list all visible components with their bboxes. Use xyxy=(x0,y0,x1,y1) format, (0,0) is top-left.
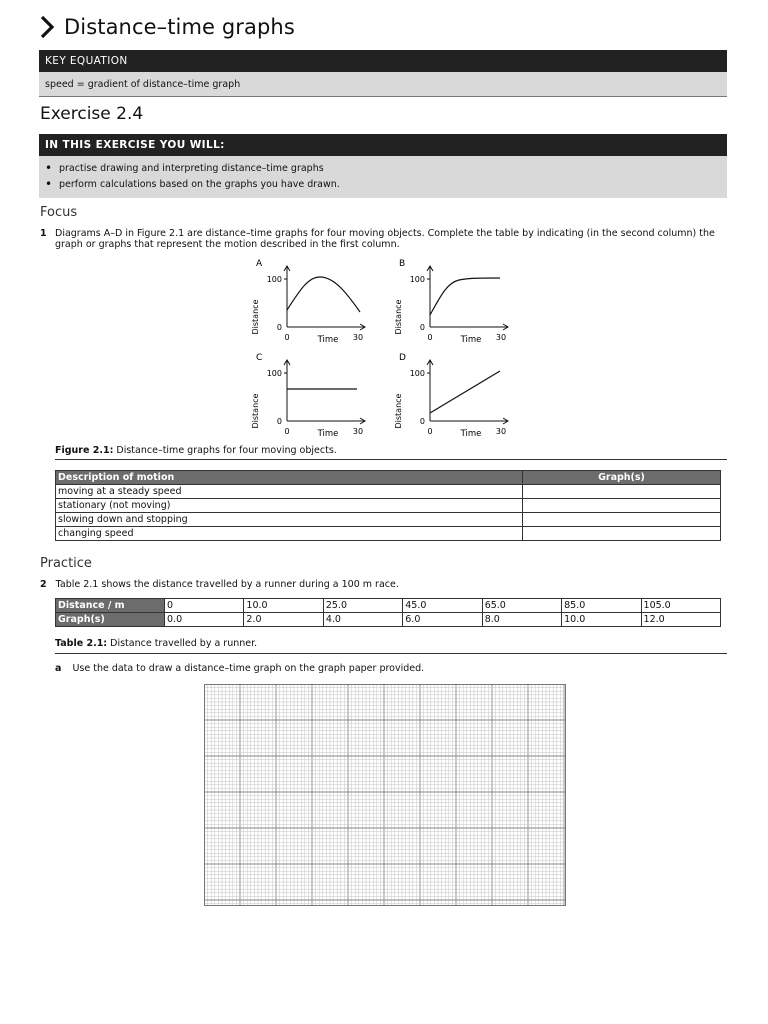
table-header-row xyxy=(56,471,721,485)
table-cell: 105.0 xyxy=(641,599,720,613)
x-tick-label: 0 xyxy=(284,427,290,436)
table-row xyxy=(56,527,721,541)
key-equation-text: speed = gradient of distance–time graph xyxy=(39,72,727,97)
question-text: Table 2.1 shows the distance travelled by a runner during a 100 m race. xyxy=(55,579,399,590)
x-tick-label: 30 xyxy=(352,333,364,342)
row-header: Graph(s) xyxy=(56,613,165,627)
divider xyxy=(55,459,727,460)
graph-c xyxy=(251,353,365,439)
table-row xyxy=(56,499,721,513)
exercise-objective: • perform calculations based on the graphs you have drawn. xyxy=(45,177,340,191)
part-label: a xyxy=(55,663,62,674)
question-number: 1 xyxy=(40,228,47,239)
table-row xyxy=(56,613,721,627)
graph-d xyxy=(394,353,508,439)
x-tick-label: 0 xyxy=(427,427,433,436)
page-title-text: Distance–time graphs xyxy=(64,15,295,39)
table-cell: 4.0 xyxy=(323,613,402,627)
table-cell: 0 xyxy=(165,599,244,613)
x-tick-label: 30 xyxy=(352,427,364,436)
y-tick-label: 0 xyxy=(419,417,425,426)
curve xyxy=(430,278,500,315)
table-row xyxy=(56,485,721,499)
page-title xyxy=(38,10,295,44)
graph-label: B xyxy=(399,259,406,269)
table-cell: 65.0 xyxy=(482,599,561,613)
question-2 xyxy=(40,579,399,590)
y-tick-label: 0 xyxy=(419,323,425,332)
y-axis-label: Distance xyxy=(394,393,403,429)
motion-description: stationary (not moving) xyxy=(56,499,523,513)
bullet-icon: • xyxy=(45,177,53,191)
row-header: Distance / m xyxy=(56,599,165,613)
table-cell: 12.0 xyxy=(641,613,720,627)
y-tick-label: 100 xyxy=(409,369,425,378)
part-text: Use the data to draw a distance–time graph on the graph paper provided. xyxy=(72,663,425,674)
graph-b xyxy=(394,259,508,345)
y-tick-label: 0 xyxy=(276,417,282,426)
table-cell: 10.0 xyxy=(562,613,641,627)
grid-lines xyxy=(204,684,566,906)
figure-2-1 xyxy=(240,255,530,440)
table-cell: 45.0 xyxy=(403,599,482,613)
motion-description: moving at a steady speed xyxy=(56,485,523,499)
x-axis-label: Time xyxy=(460,335,482,345)
motion-table xyxy=(55,470,721,541)
motion-description: changing speed xyxy=(56,527,523,541)
column-header: Description of motion xyxy=(56,471,523,485)
y-axis-label: Distance xyxy=(251,393,260,429)
bullet-icon: • xyxy=(45,161,53,175)
y-tick-label: 100 xyxy=(266,369,282,378)
x-axis-label: Time xyxy=(317,429,339,439)
graph-a xyxy=(251,259,365,345)
graph-paper[interactable] xyxy=(204,684,566,906)
column-header: Graph(s) xyxy=(523,471,721,485)
figure-caption: Figure 2.1: Distance–time graphs for four moving objects. xyxy=(55,445,337,456)
graph-answer-cell[interactable] xyxy=(523,485,721,499)
exercise-title: Exercise 2.4 xyxy=(40,104,144,124)
chevron-right-icon xyxy=(38,13,56,41)
table-row xyxy=(56,599,721,613)
y-tick-label: 100 xyxy=(409,275,425,284)
y-axis-label: Distance xyxy=(251,299,260,335)
x-tick-label: 0 xyxy=(284,333,290,342)
table-row xyxy=(56,513,721,527)
graph-label: D xyxy=(399,353,406,363)
table-cell: 6.0 xyxy=(403,613,482,627)
graph-answer-cell[interactable] xyxy=(523,527,721,541)
x-tick-label: 0 xyxy=(427,333,433,342)
table-cell: 0.0 xyxy=(165,613,244,627)
exercise-box-header: IN THIS EXERCISE YOU WILL: xyxy=(39,134,727,156)
divider xyxy=(55,653,727,654)
graph-answer-cell[interactable] xyxy=(523,513,721,527)
question-2a xyxy=(55,663,424,674)
curve xyxy=(287,277,360,312)
question-number: 2 xyxy=(40,579,47,590)
table-caption: Table 2.1: Distance travelled by a runner. xyxy=(55,638,258,649)
x-axis-label: Time xyxy=(460,429,482,439)
x-tick-label: 30 xyxy=(495,427,507,436)
table-cell: 25.0 xyxy=(323,599,402,613)
graph-answer-cell[interactable] xyxy=(523,499,721,513)
motion-description: slowing down and stopping xyxy=(56,513,523,527)
focus-heading: Focus xyxy=(40,205,78,220)
curve xyxy=(430,371,500,413)
x-tick-label: 30 xyxy=(495,333,507,342)
x-axis-label: Time xyxy=(317,335,339,345)
table-cell: 10.0 xyxy=(244,599,323,613)
exercise-objective: • practise drawing and interpreting distance–time graphs xyxy=(45,161,324,175)
graph-paper-border xyxy=(205,685,566,906)
y-axis-label: Distance xyxy=(394,299,403,335)
table-cell: 85.0 xyxy=(562,599,641,613)
graph-label: C xyxy=(256,353,263,363)
question-text: Diagrams A–D in Figure 2.1 are distance–time graphs for four moving objects. Complete the table by indicating (in the second column) the graph or graphs that represent the motion described in the first column. xyxy=(55,228,715,250)
y-tick-label: 100 xyxy=(266,275,282,284)
y-tick-label: 0 xyxy=(276,323,282,332)
runner-data-table xyxy=(55,598,721,627)
graph-label: A xyxy=(256,259,263,269)
practice-heading: Practice xyxy=(40,556,92,571)
key-equation-header: KEY EQUATION xyxy=(39,50,727,72)
table-cell: 8.0 xyxy=(482,613,561,627)
table-cell: 2.0 xyxy=(244,613,323,627)
exercise-box-body xyxy=(39,156,727,198)
